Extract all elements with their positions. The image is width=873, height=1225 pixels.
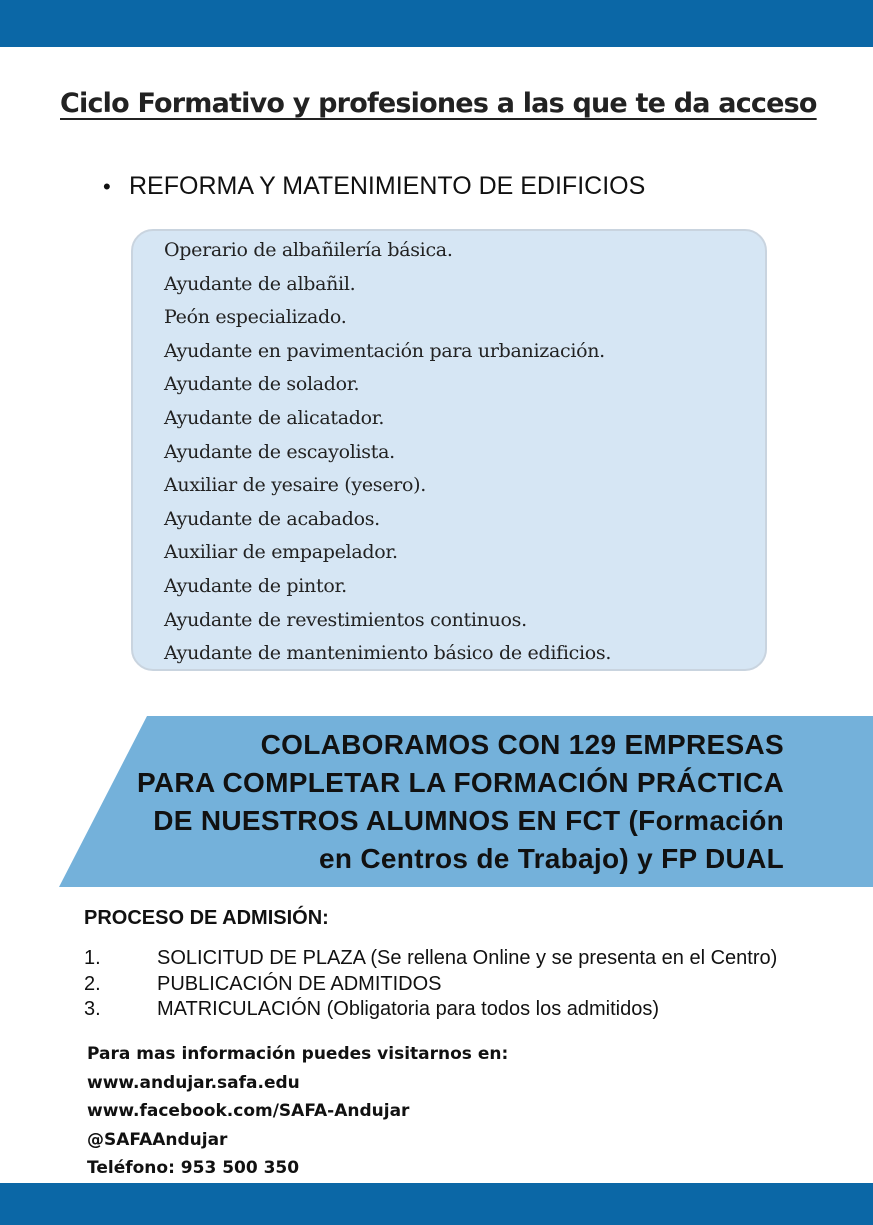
phone-number: Teléfono: 953 500 350	[87, 1158, 300, 1178]
step-number: 2.	[84, 972, 101, 995]
contact-info	[87, 1040, 508, 1183]
website-link[interactable]: www.andujar.safa.edu	[87, 1072, 300, 1093]
list-item: Peón especializado.	[164, 306, 347, 329]
course-name: REFORMA Y MATENIMIENTO DE EDIFICIOS	[129, 172, 646, 200]
list-item: Ayudante en pavimentación para urbanización.	[164, 339, 605, 362]
banner-line: en Centros de Trabajo) y FP DUAL	[319, 843, 784, 874]
professions-list	[164, 234, 611, 671]
banner-line: DE NUESTROS ALUMNOS EN FCT (Formación	[153, 805, 784, 836]
twitter-handle[interactable]: @SAFAAndujar	[87, 1129, 228, 1150]
list-item: Auxiliar de empapelador.	[164, 541, 398, 564]
list-item: Ayudante de pintor.	[164, 574, 347, 597]
admission-steps	[84, 946, 777, 1023]
banner-text	[137, 726, 784, 878]
bullet-icon: •	[103, 174, 111, 199]
list-item: Ayudante de revestimientos continuos.	[164, 608, 527, 631]
list-item: Ayudante de escayolista.	[164, 440, 395, 463]
list-item: Ayudante de acabados.	[164, 507, 380, 530]
admission-step	[84, 972, 777, 998]
list-item: Operario de albañilería básica.	[164, 239, 453, 261]
step-text: SOLICITUD DE PLAZA (Se rellena Online y se presenta en el Centro)	[157, 947, 778, 969]
professions-box	[131, 229, 767, 671]
step-text: PUBLICACIÓN DE ADMITIDOS	[157, 972, 442, 995]
admission-step	[84, 946, 777, 972]
bottom-bar	[0, 1183, 873, 1225]
page-title: Ciclo Formativo y profesiones a las que te da acceso	[60, 88, 817, 119]
list-item: Ayudante de alicatador.	[164, 406, 385, 429]
banner-line: PARA COMPLETAR LA FORMACIÓN PRÁCTICA	[137, 767, 784, 798]
list-item: Ayudante de solador.	[164, 373, 360, 396]
list-item: Auxiliar de yesaire (yesero).	[164, 474, 426, 497]
admission-step	[84, 997, 777, 1023]
step-number: 1.	[84, 947, 101, 969]
admission-title: PROCESO DE ADMISIÓN:	[84, 907, 329, 929]
course-heading	[103, 172, 645, 201]
contact-intro: Para mas información puedes visitarnos en:	[87, 1044, 509, 1064]
facebook-link[interactable]: www.facebook.com/SAFA-Andujar	[87, 1101, 410, 1121]
step-text: MATRICULACIÓN (Obligatoria para todos los admitidos)	[157, 998, 660, 1020]
top-bar	[0, 0, 873, 47]
step-number: 3.	[84, 998, 101, 1020]
list-item: Ayudante de mantenimiento básico de edificios.	[164, 642, 612, 665]
banner-line: COLABORAMOS CON 129 EMPRESAS	[260, 729, 784, 760]
list-item: Ayudante de albañil.	[164, 272, 356, 295]
